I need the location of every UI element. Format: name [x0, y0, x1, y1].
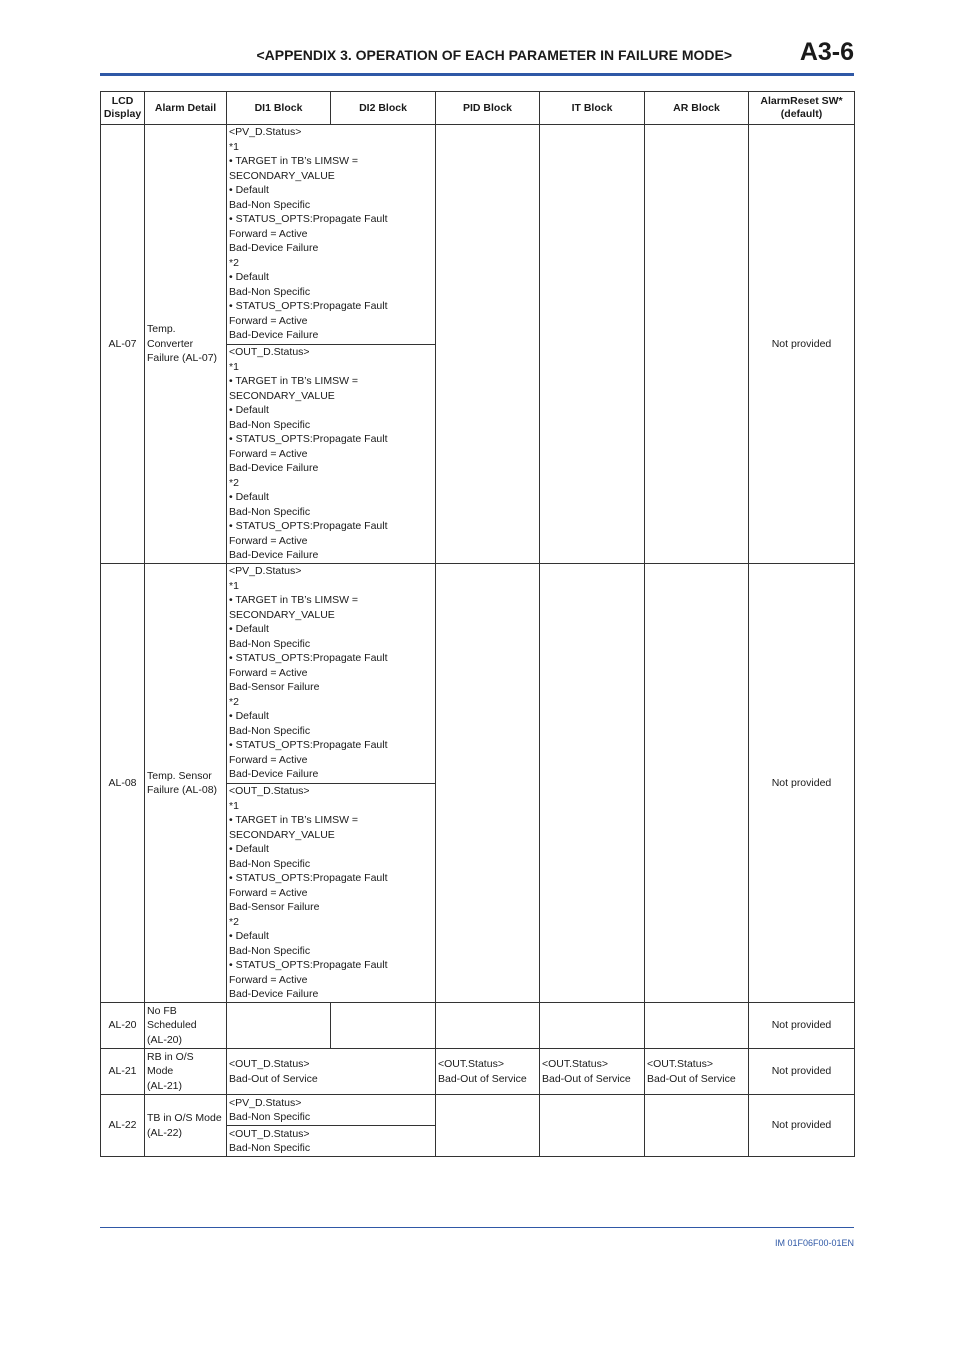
cell-text-line: Bad-Device Failure — [229, 549, 319, 561]
cell-text-line: Forward = Active — [229, 447, 308, 460]
alarm-reset-cell: Not provided — [749, 564, 855, 1003]
cell-text-line: Bad-Non Specific — [229, 637, 311, 650]
col-header-ar: AR Block — [645, 92, 749, 125]
cell-text-line: Bad-Device Failure — [229, 768, 319, 780]
pid-cell — [436, 1003, 540, 1049]
page-number: A3-6 — [799, 38, 854, 66]
cell-text-line: • STATUS_OPTS:Propagate Fault — [229, 300, 388, 312]
cell-text-line: Bad-Out of Service — [229, 1072, 318, 1085]
header-rule — [100, 73, 854, 76]
cell-text-line: • Default — [229, 710, 269, 722]
cell-text-line: • STATUS_OPTS:Propagate Fault — [229, 520, 388, 532]
cell-text-line: *1 — [229, 360, 239, 373]
ar-cell — [645, 1095, 749, 1157]
cell-text-line: <OUT.Status> — [438, 1058, 504, 1070]
cell-text-line: <OUT_D.Status> — [229, 1127, 310, 1140]
lcd-cell: AL-08 — [101, 564, 145, 1003]
cell-text-line: • Default — [229, 930, 269, 942]
cell-text-line: Bad-Non Specific — [229, 944, 311, 957]
cell-text-line: <OUT_D.Status> — [229, 785, 310, 797]
cell-text-line: Failure (AL-08) — [147, 784, 218, 796]
di2-cell — [331, 1003, 436, 1049]
col-header-di1: DI1 Block — [227, 92, 331, 125]
cell-text-line: *2 — [229, 476, 239, 489]
cell-text-line: SECONDARY_VALUE — [229, 389, 335, 402]
di1-cell — [227, 1003, 331, 1049]
di-pv-status-cell — [227, 564, 436, 784]
ar-cell — [645, 564, 749, 1003]
cell-text-line: Bad-Sensor Failure — [229, 901, 320, 913]
cell-text-line: Bad-Non Specific — [229, 1111, 311, 1123]
cell-text-line: *1 — [229, 579, 239, 592]
di-pv-status-cell — [227, 1095, 436, 1126]
cell-text-line: TB in O/S Mode — [147, 1112, 222, 1124]
cell-text-line: Forward = Active — [229, 534, 308, 547]
cell-text-line: • TARGET in TB’s LIMSW = — [229, 594, 359, 606]
cell-text-line: Scheduled — [147, 1019, 197, 1032]
cell-text-line: Forward = Active — [229, 973, 308, 986]
cell-text-line: Forward = Active — [229, 666, 308, 679]
alarm-detail-cell — [145, 125, 227, 564]
alarm-detail-cell — [145, 1095, 227, 1157]
di-out-status-cell — [227, 1126, 436, 1157]
cell-text-line: Bad-Device Failure — [229, 988, 319, 1000]
footer-rule — [100, 1227, 854, 1228]
di-out-status-cell — [227, 345, 436, 564]
lcd-cell: AL-21 — [101, 1049, 145, 1095]
col-header-alarm-detail: Alarm Detail — [145, 92, 227, 125]
cell-text-line: Bad-Non Specific — [229, 285, 311, 298]
alarm-reset-cell: Not provided — [749, 1003, 855, 1049]
cell-text-line: (AL-20) — [147, 1033, 183, 1046]
alarm-reset-cell: Not provided — [749, 1049, 855, 1095]
cell-text-line: • TARGET in TB’s LIMSW = — [229, 814, 359, 826]
it-cell — [540, 1003, 645, 1049]
cell-text-line: <OUT_D.Status> — [229, 1058, 310, 1070]
cell-text-line: Converter — [147, 337, 194, 350]
cell-text-line: • STATUS_OPTS:Propagate Fault — [229, 739, 388, 751]
table-row-al07 — [101, 125, 855, 345]
col-header-alarm-reset: AlarmReset SW* (default) — [749, 92, 855, 125]
pid-cell — [436, 1049, 540, 1095]
lcd-cell: AL-22 — [101, 1095, 145, 1157]
cell-text-line: Forward = Active — [229, 753, 308, 766]
cell-text-line: Temp. Sensor — [147, 769, 212, 782]
it-cell — [540, 564, 645, 1003]
cell-text-line: Temp. — [147, 323, 176, 336]
cell-text-line: • Default — [229, 271, 269, 283]
cell-text-line: Bad-Sensor Failure — [229, 681, 320, 693]
cell-text-line: *2 — [229, 256, 239, 269]
cell-text-line: SECONDARY_VALUE — [229, 608, 335, 621]
cell-text-line: Bad-Non Specific — [229, 418, 311, 431]
alarm-detail-cell — [145, 1003, 227, 1049]
ar-cell — [645, 1003, 749, 1049]
table-row-al08 — [101, 564, 855, 784]
cell-text-line: Bad-Device Failure — [229, 242, 319, 254]
cell-text-line: • STATUS_OPTS:Propagate Fault — [229, 872, 388, 884]
cell-text-line: • Default — [229, 491, 269, 503]
pid-cell — [436, 564, 540, 1003]
cell-text-line: <OUT_D.Status> — [229, 346, 310, 358]
table-header-row — [101, 92, 855, 125]
cell-text-line: Bad-Device Failure — [229, 462, 319, 474]
cell-text-line: (AL-22) — [147, 1126, 183, 1139]
cell-text-line: SECONDARY_VALUE — [229, 828, 335, 841]
failure-mode-table — [100, 91, 855, 1157]
cell-text-line: *1 — [229, 799, 239, 812]
cell-text-line: • TARGET in TB’s LIMSW = — [229, 375, 359, 387]
cell-text-line: <OUT.Status> — [542, 1058, 608, 1070]
cell-text-line: Bad-Non Specific — [229, 505, 311, 518]
cell-text-line: RB in O/S — [147, 1050, 194, 1063]
lcd-cell: AL-20 — [101, 1003, 145, 1049]
alarm-detail-cell — [145, 564, 227, 1003]
table-row-al21 — [101, 1049, 855, 1095]
cell-text-line: SECONDARY_VALUE — [229, 169, 335, 182]
ar-cell — [645, 1049, 749, 1095]
cell-text-line: • Default — [229, 404, 269, 416]
cell-text-line: *2 — [229, 695, 239, 708]
di-pv-status-cell — [227, 125, 436, 345]
cell-text-line: Bad-Non Specific — [229, 857, 311, 870]
di-out-status-cell — [227, 784, 436, 1003]
cell-text-line: No FB — [147, 1004, 177, 1017]
cell-text-line: Bad-Out of Service — [438, 1072, 527, 1085]
cell-text-line: Failure (AL-07) — [147, 352, 218, 365]
col-header-it: IT Block — [540, 92, 645, 125]
cell-text-line: <OUT.Status> — [647, 1058, 713, 1070]
table-row-al22 — [101, 1095, 855, 1126]
ar-cell — [645, 125, 749, 564]
cell-text-line: • STATUS_OPTS:Propagate Fault — [229, 433, 388, 445]
cell-text-line: • Default — [229, 623, 269, 635]
cell-text-line: <PV_D.Status> — [229, 1096, 302, 1109]
col-header-di2: DI2 Block — [331, 92, 436, 125]
cell-text-line: • Default — [229, 184, 269, 196]
col-header-pid: PID Block — [436, 92, 540, 125]
cell-text-line: Bad-Non Specific — [229, 198, 311, 211]
alarm-reset-cell: Not provided — [749, 125, 855, 564]
alarm-detail-cell — [145, 1049, 227, 1095]
di-out-status-cell — [227, 1049, 436, 1095]
lcd-cell: AL-07 — [101, 125, 145, 564]
it-cell — [540, 1095, 645, 1157]
it-cell — [540, 125, 645, 564]
pid-cell — [436, 125, 540, 564]
cell-text-line: Forward = Active — [229, 227, 308, 240]
cell-text-line: • STATUS_OPTS:Propagate Fault — [229, 652, 388, 664]
cell-text-line: • STATUS_OPTS:Propagate Fault — [229, 213, 388, 225]
document-code: IM 01F06F00-01EN — [774, 1238, 854, 1248]
alarm-reset-cell: Not provided — [749, 1095, 855, 1157]
cell-text-line: Mode — [147, 1065, 174, 1078]
cell-text-line: • STATUS_OPTS:Propagate Fault — [229, 959, 388, 971]
cell-text-line: Bad-Non Specific — [229, 1142, 311, 1154]
cell-text-line: *2 — [229, 915, 239, 928]
cell-text-line: Bad-Non Specific — [229, 724, 311, 737]
cell-text-line: Bad-Out of Service — [542, 1072, 631, 1085]
cell-text-line: Forward = Active — [229, 314, 308, 327]
it-cell — [540, 1049, 645, 1095]
cell-text-line: • Default — [229, 843, 269, 855]
cell-text-line: Bad-Device Failure — [229, 329, 319, 341]
cell-text-line: Bad-Out of Service — [647, 1072, 736, 1085]
cell-text-line: *1 — [229, 140, 239, 153]
cell-text-line: • TARGET in TB’s LIMSW = — [229, 155, 359, 167]
cell-text-line: <PV_D.Status> — [229, 565, 302, 577]
cell-text-line: <PV_D.Status> — [229, 126, 302, 138]
cell-text-line: Forward = Active — [229, 886, 308, 899]
pid-cell — [436, 1095, 540, 1157]
cell-text-line: (AL-21) — [147, 1079, 183, 1092]
page-header-title: <APPENDIX 3. OPERATION OF EACH PARAMETER IN FAILURE MODE> — [256, 47, 732, 63]
table-row-al20 — [101, 1003, 855, 1049]
col-header-lcd: LCD Display — [101, 92, 145, 125]
